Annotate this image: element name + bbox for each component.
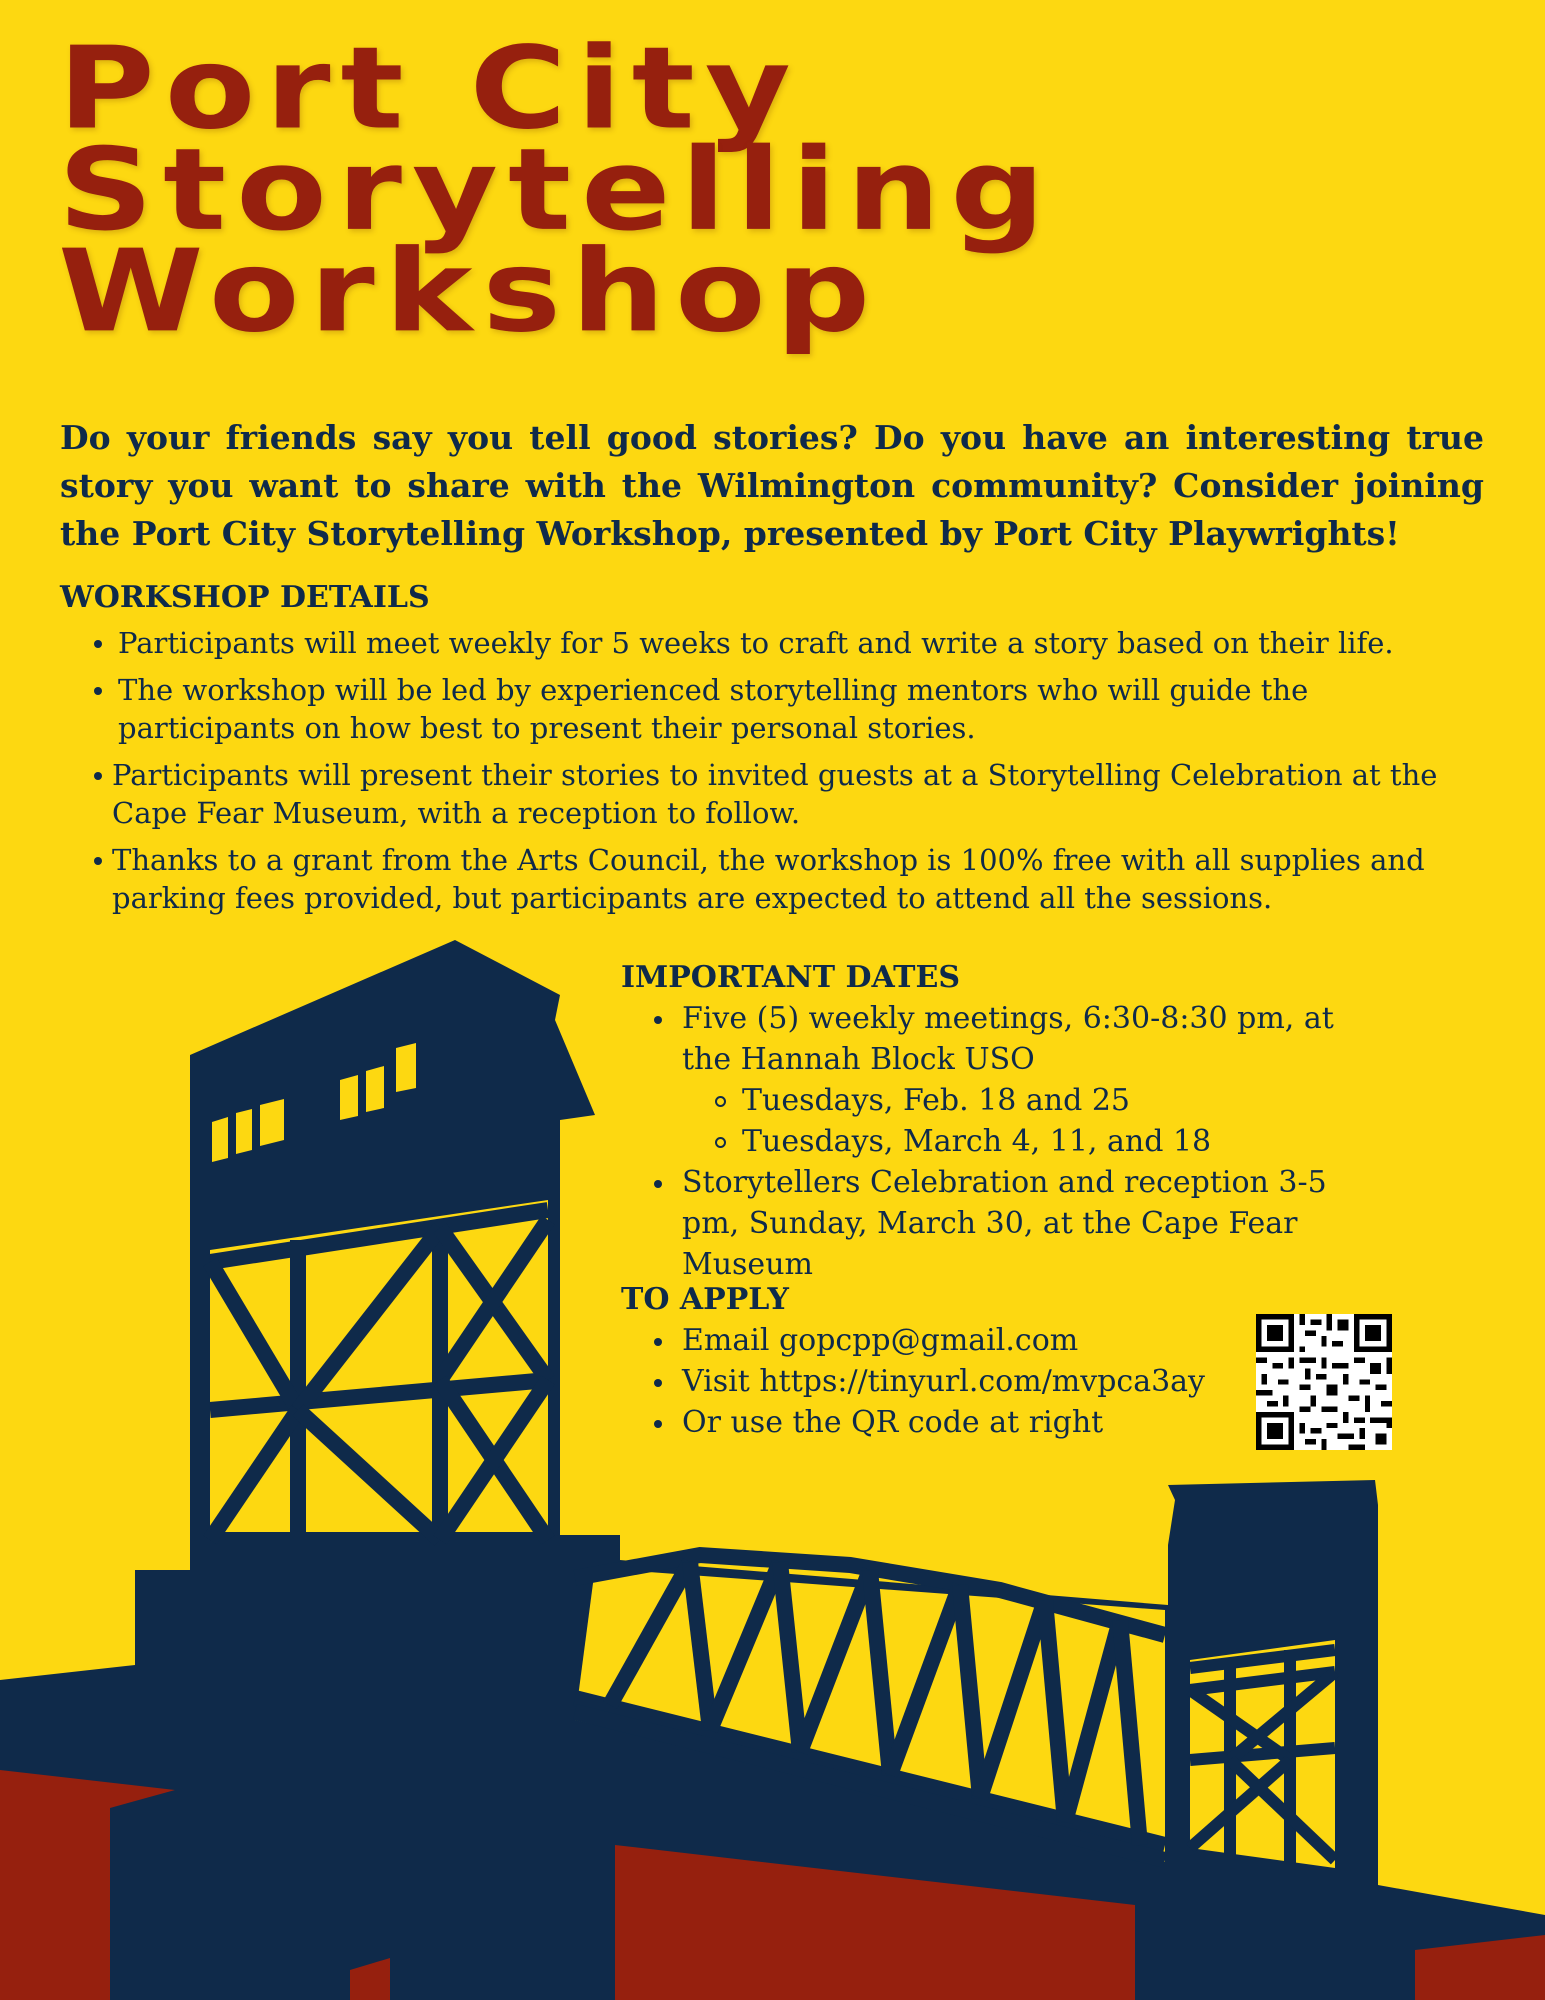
important-dates-heading: IMPORTANT DATES bbox=[621, 960, 960, 995]
title-line-2: Storytelling bbox=[58, 124, 1055, 257]
email-item[interactable]: Email gopcpp@gmail.com bbox=[621, 1320, 1261, 1361]
title-line-1: Port City bbox=[58, 22, 801, 155]
intro-paragraph: Do your friends say you tell good stories? Do you have an interesting true story you want to share with the Wilmington community? Consider joining the Port City Storytelling Workshop, presented by Port City Playwrights! bbox=[60, 418, 1484, 553]
workshop-details-list bbox=[60, 624, 1500, 917]
list-item: Or use the QR code at right bbox=[621, 1402, 1261, 1443]
list-item: Tuesdays, Feb. 18 and 25 bbox=[682, 1080, 1351, 1121]
qr-code-icon[interactable] bbox=[1256, 1314, 1392, 1450]
list-item: Participants will present their stories to invited guests at a Storytelling Celebration at the Cape Fear Museum, with a reception to follow. bbox=[60, 756, 1500, 832]
visit-link-item[interactable]: Visit https://tinyurl.com/mvpca3ay bbox=[621, 1361, 1261, 1402]
list-item: Participants will meet weekly for 5 weeks to craft and write a story based on their life. bbox=[60, 624, 1500, 662]
important-dates-section bbox=[621, 958, 1441, 1285]
meeting-days-list bbox=[682, 1080, 1351, 1162]
title-line-3: Workshop bbox=[58, 225, 881, 358]
list-item-meetings bbox=[621, 998, 1441, 1162]
workshop-details-heading: WORKSHOP DETAILS bbox=[60, 580, 430, 615]
list-item: Thanks to a grant from the Arts Council, the workshop is 100% free with all supplies and parking fees provided, but participants are expected to attend all the sessions. bbox=[60, 841, 1500, 917]
poster-title bbox=[58, 22, 1055, 358]
to-apply-list bbox=[621, 1320, 1261, 1443]
list-item: The workshop will be led by experienced storytelling mentors who will guide the participants on how best to present their personal stories. bbox=[60, 671, 1500, 747]
to-apply-heading: TO APPLY bbox=[621, 1282, 789, 1317]
important-dates-list bbox=[621, 998, 1441, 1285]
list-item: Tuesdays, March 4, 11, and 18 bbox=[682, 1121, 1351, 1162]
workshop-details-section bbox=[60, 578, 1500, 926]
list-item-celebration: Storytellers Celebration and reception 3-5 pm, Sunday, March 30, at the Cape Fear Museum bbox=[621, 1162, 1441, 1285]
to-apply-section bbox=[621, 1280, 1261, 1443]
meetings-text: Five (5) weekly meetings, 6:30-8:30 pm, at the Hannah Block USO bbox=[682, 1001, 1334, 1077]
